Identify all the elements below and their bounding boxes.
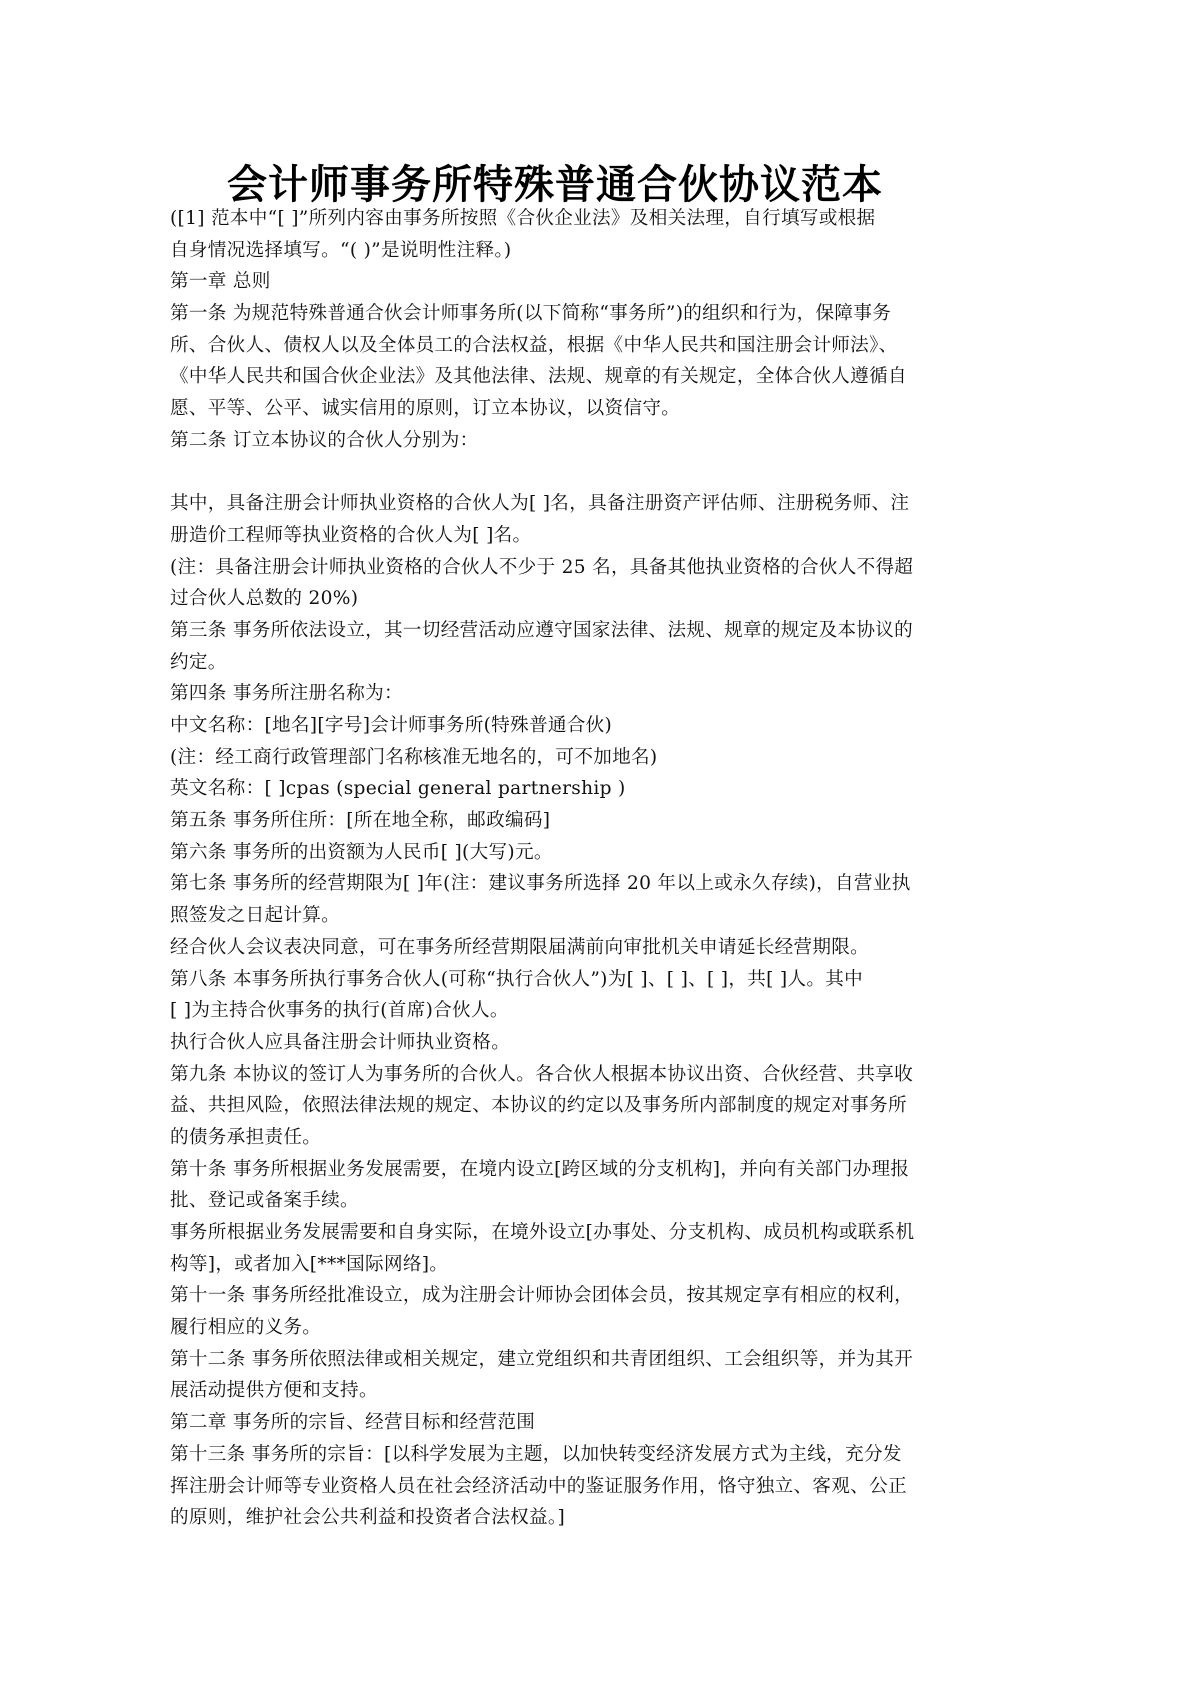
document-line: 约定。 (170, 651, 227, 673)
document-line: 的原则，维护社会公共利益和投资者合法权益。] (170, 1507, 566, 1529)
document-line: (注：经工商行政管理部门名称核准无地名的，可不加地名) (170, 746, 658, 768)
document-line: 第十一条 事务所经批准设立，成为注册会计师协会团体会员，按其规定享有相应的权利， (170, 1285, 914, 1307)
document-line: 第十二条 事务所依照法律或相关规定，建立党组织和共青团组织、工会组织等，并为其开 (170, 1348, 914, 1370)
document-line: 《中华人民共和国合伙企业法》及其他法律、法规、规章的有关规定，全体合伙人遵循自 (170, 366, 907, 388)
document-line: ([1] 范本中“[ ]”所列内容由事务所按照《合伙企业法》及相关法理，自行填写或根据 (170, 208, 876, 229)
document-body (170, 203, 950, 1534)
document-line: 益、共担风险，依照法律法规的规定、本协议的约定以及事务所内部制度的规定对事务所 (170, 1095, 907, 1117)
document-line: 展活动提供方便和支持。 (170, 1380, 378, 1402)
document-line: 挥注册会计师等专业资格人员在社会经济活动中的鉴证服务作用，恪守独立、客观、公正 (170, 1475, 907, 1497)
document-line: 履行相应的义务。 (170, 1317, 322, 1339)
document-line: [ ]为主持合伙事务的执行(首席)合伙人。 (170, 1000, 509, 1022)
document-line: 第十三条 事务所的宗旨：[以科学发展为主题，以加快转变经济发展方式为主线，充分发 (170, 1443, 902, 1465)
document-line: 第四条 事务所注册名称为： (170, 683, 403, 705)
document-line: 其中，具备注册会计师执业资格的合伙人为[ ]名，具备注册资产评估师、注册税务师、注 (170, 493, 910, 515)
document-line: 第一条 为规范特殊普通合伙会计师事务所(以下简称“事务所”)的组织和行为，保障事务 (170, 303, 892, 325)
document-line: 过合伙人总数的 20%) (170, 588, 359, 610)
document-line: 第十条 事务所根据业务发展需要，在境内设立[跨区域的分支机构]，并向有关部门办理报 (170, 1158, 910, 1180)
document-line: 第二条 订立本协议的合伙人分别为： (170, 429, 479, 451)
document-line: 册造价工程师等执业资格的合伙人为[ ]名。 (170, 524, 532, 546)
document-line (170, 457, 950, 489)
document-line: 的债务承担责任。 (170, 1126, 322, 1148)
document-line: 第五条 事务所住所：[所在地全称，邮政编码] (170, 810, 551, 832)
document-line: 第八条 本事务所执行事务合伙人(可称“执行合伙人”)为[ ]、[ ]、[ ]，共[ ]人。其中 (170, 968, 864, 990)
document-title: 会计师事务所特殊普通合伙协议范本 (227, 162, 883, 208)
document-line: 自身情况选择填写。“( )”是说明性注释。) (170, 239, 512, 261)
document-line: 经合伙人会议表决同意，可在事务所经营期限届满前向审批机关申请延长经营期限。 (170, 936, 870, 958)
document-line: 英文名称：[ ]cpas (special general partnership ) (170, 778, 626, 800)
document-line: 事务所根据业务发展需要和自身实际，在境外设立[办事处、分支机构、成员机构或联系机 (170, 1222, 915, 1243)
document-line: 第六条 事务所的出资额为人民币[ ](大写)元。 (170, 841, 553, 863)
document-line: 执行合伙人应具备注册会计师执业资格。 (170, 1031, 511, 1053)
document-line: 所、合伙人、债权人以及全体员工的合法权益，根据《中华人民共和国注册会计师法》、 (170, 334, 898, 356)
document-line: 批、登记或备案手续。 (170, 1190, 359, 1212)
document-line: 构等]，或者加入[***国际网络]。 (170, 1253, 449, 1275)
document-line: 第七条 事务所的经营期限为[ ]年(注：建议事务所选择 20 年以上或永久存续)，自营业执 (170, 873, 911, 895)
document-line: 第二章 事务所的宗旨、经营目标和经营范围 (170, 1412, 536, 1434)
document-line: 第一章 总则 (170, 271, 271, 293)
document-line: 第三条 事务所依法设立，其一切经营活动应遵守国家法律、法规、规章的规定及本协议的 (170, 619, 914, 641)
document-line: (注：具备注册会计师执业资格的合伙人不少于 25 名，具备其他执业资格的合伙人不得超 (170, 556, 914, 578)
document-line: 中文名称：[地名][字号]会计师事务所(特殊普通合伙) (170, 715, 613, 736)
document-line: 愿、平等、公平、诚实信用的原则，订立本协议，以资信守。 (170, 398, 681, 420)
document-line: 第九条 本协议的签订人为事务所的合伙人。各合伙人根据本协议出资、合伙经营、共享收 (170, 1063, 914, 1085)
document-line: 照签发之日起计算。 (170, 905, 341, 927)
